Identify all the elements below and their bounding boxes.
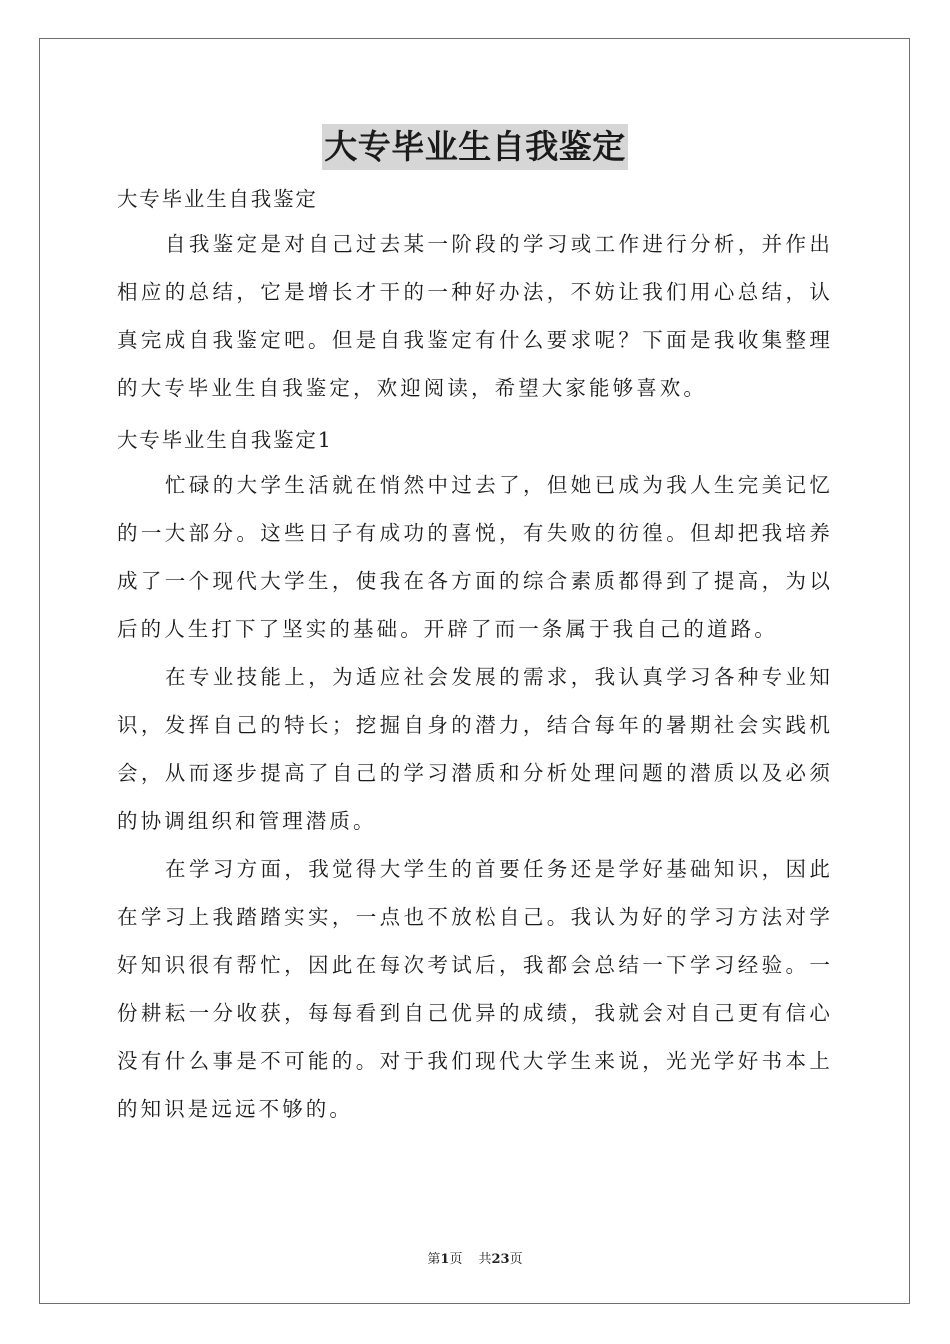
body-paragraph: 在专业技能上，为适应社会发展的需求，我认真学习各种专业知识，发挥自己的特长；挖掘自身的潜力，结合每年的暑期社会实践机会，从而逐步提高了自己的学习潜质和分析处理问题的潜质以及必须的协调组织和管理潜质。 [117, 665, 833, 833]
intro-paragraph: 自我鉴定是对自己过去某一阶段的学习或工作进行分析，并作出相应的总结，它是增长才干的一种好办法，不妨让我们用心总结，认真完成自我鉴定吧。但是自我鉴定有什么要求呢？下面是我收集整理的大专毕业生自我鉴定，欢迎阅读，希望大家能够喜欢。 [117, 232, 833, 400]
page-unit: 页 [449, 1252, 463, 1267]
body-paragraph: 忙碌的大学生活就在悄然中过去了，但她已成为我人生完美记忆的一大部分。这些日子有成功的喜悦，有失败的彷徨。但却把我培养成了一个现代大学生，使我在各方面的综合素质都得到了提高，为以后的人生打下了坚实的基础。开辟了而一条属于我自己的道路。 [117, 473, 833, 641]
section-heading: 大专毕业生自我鉴定 [117, 187, 318, 211]
section-heading: 大专毕业生自我鉴定1 [117, 428, 333, 452]
current-page-number: 1 [440, 1252, 450, 1267]
document-body [117, 178, 833, 1133]
document-title [0, 124, 950, 170]
page-footer [0, 1248, 950, 1267]
total-unit: 页 [509, 1252, 523, 1267]
body-paragraph: 在学习方面，我觉得大学生的首要任务还是学好基础知识，因此在学习上我踏踏实实，一点也不放松自己。我认为好的学习方法对学好知识很有帮忙，因此在每次考试后，我都会总结一下学习经验。一份耕耘一分收获，每每看到自己优异的成绩，我就会对自己更有信心没有什么事是不可能的。对于我们现代大学生来说，光光学好书本上的知识是远远不够的。 [117, 857, 833, 1121]
document-title-text: 大专毕业生自我鉴定 [322, 124, 628, 170]
page-prefix: 第 [427, 1252, 441, 1267]
total-prefix: 共 [478, 1252, 492, 1267]
total-page-count: 23 [491, 1252, 510, 1267]
